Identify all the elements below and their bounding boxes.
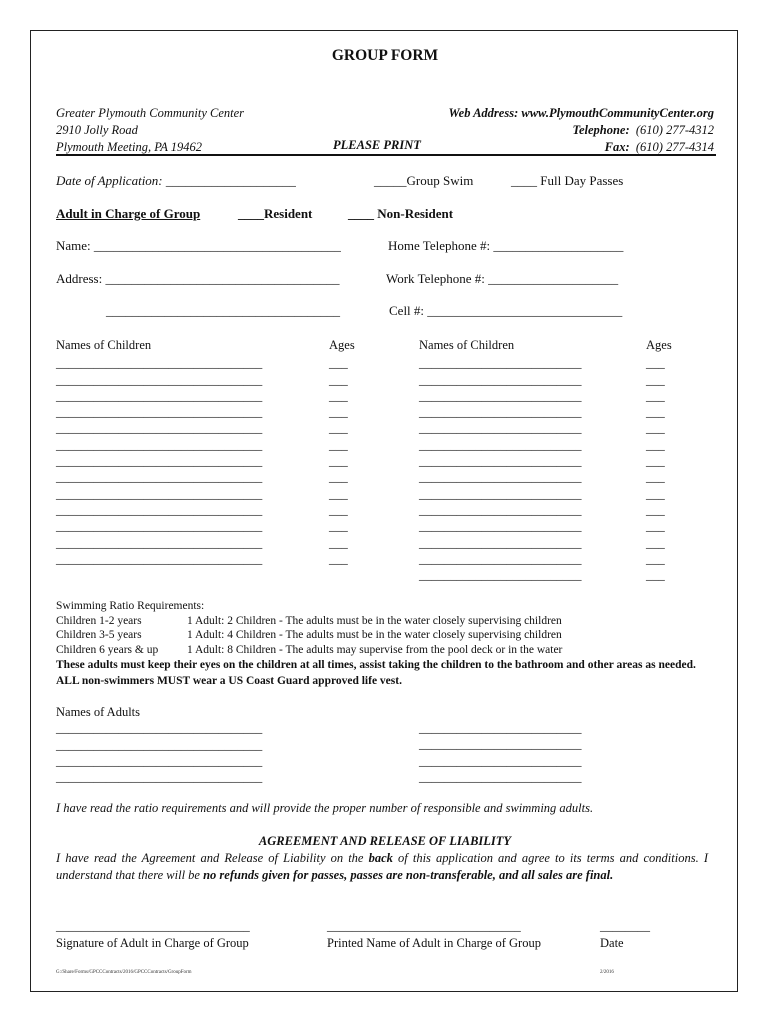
- agreement-title: AGREEMENT AND RELEASE OF LIABILITY: [258, 834, 512, 848]
- child-name-line[interactable]: _________________________________: [56, 486, 263, 501]
- child-age-line[interactable]: ___: [646, 519, 665, 534]
- child-name-line[interactable]: _________________________________: [56, 388, 263, 403]
- child-age-line[interactable]: ___: [646, 421, 665, 436]
- ratio-row: [56, 643, 562, 658]
- full-day-passes-option[interactable]: ____ Full Day Passes: [511, 173, 624, 188]
- telephone-label: Telephone:: [572, 123, 630, 137]
- ratio-age-label: Children 3-5 years: [56, 629, 142, 641]
- date-of-application-field[interactable]: Date of Application: ____________________: [56, 173, 296, 188]
- child-name-line[interactable]: __________________________: [419, 470, 582, 485]
- ratio-acknowledgement: I have read the ratio requirements and will provide the proper number of responsible and swimming adults.: [56, 801, 594, 815]
- ratio-text: 1 Adult: 2 Children - The adults must be in the water closely supervising children: [187, 614, 562, 627]
- child-name-line[interactable]: __________________________: [419, 502, 582, 517]
- printed-name-block: [327, 918, 541, 952]
- child-name-line[interactable]: __________________________: [419, 486, 582, 501]
- signature-block: [56, 918, 250, 952]
- telephone-value: (610) 277-4312: [635, 123, 714, 137]
- adult-in-charge-heading: Adult in Charge of Group: [56, 206, 201, 221]
- child-name-line[interactable]: _________________________________: [56, 535, 263, 550]
- agreement-back-emphasis: back: [368, 851, 393, 865]
- child-name-line[interactable]: _________________________________: [56, 454, 263, 469]
- child-name-line[interactable]: _________________________________: [56, 405, 263, 420]
- child-age-line[interactable]: ___: [329, 502, 348, 517]
- child-age-line[interactable]: ___: [646, 470, 665, 485]
- child-name-line[interactable]: _________________________________: [56, 519, 263, 534]
- adults-names-right: [419, 720, 582, 785]
- child-age-line[interactable]: ___: [329, 372, 348, 387]
- please-print: PLEASE PRINT: [333, 138, 421, 152]
- children-ages-header: Ages: [646, 338, 672, 352]
- child-name-line[interactable]: __________________________: [419, 535, 582, 550]
- home-telephone-field[interactable]: Home Telephone #: ____________________: [388, 238, 624, 253]
- header-rule: [56, 154, 716, 156]
- name-field[interactable]: Name: ______________________________________: [56, 238, 341, 253]
- child-name-line[interactable]: __________________________: [419, 356, 582, 371]
- children-ages-left: [329, 337, 355, 567]
- child-age-line[interactable]: ___: [646, 568, 665, 583]
- group-swim-option[interactable]: _____Group Swim: [374, 173, 474, 188]
- child-age-line[interactable]: ___: [646, 502, 665, 517]
- footer-date: 2/2016: [600, 970, 614, 975]
- signature-label: Signature of Adult in Charge of Group: [56, 936, 249, 950]
- adult-name-line[interactable]: _________________________________: [56, 753, 263, 768]
- adult-name-line[interactable]: __________________________: [419, 769, 582, 784]
- child-name-line[interactable]: _________________________________: [56, 437, 263, 452]
- agreement-text-part: I have read the Agreement and Release of Liability on the: [56, 851, 369, 865]
- child-name-line[interactable]: __________________________: [419, 421, 582, 436]
- child-age-line[interactable]: ___: [329, 388, 348, 403]
- agreement-text-part: of this application and agree to its terms and conditions. I understand that there will be: [56, 851, 708, 882]
- child-age-line[interactable]: ___: [329, 519, 348, 534]
- organization-city: Plymouth Meeting, PA 19462: [56, 140, 203, 154]
- child-name-line[interactable]: __________________________: [419, 551, 582, 566]
- cell-field[interactable]: Cell #: ______________________________: [389, 303, 623, 318]
- date-line[interactable]: ________: [600, 919, 650, 933]
- organization-name: Greater Plymouth Community Center: [56, 106, 245, 120]
- resident-option[interactable]: ____Resident: [238, 206, 313, 221]
- agreement-refund-emphasis: no refunds given for passes, passes are non-transferable, and all sales are final.: [203, 867, 614, 882]
- adult-name-line[interactable]: __________________________: [419, 753, 582, 768]
- adult-name-line[interactable]: _________________________________: [56, 721, 263, 736]
- adult-name-line[interactable]: __________________________: [419, 721, 582, 735]
- printed-name-label: Printed Name of Adult in Charge of Group: [327, 936, 541, 950]
- child-age-line[interactable]: ___: [646, 454, 665, 469]
- child-age-line[interactable]: ___: [329, 486, 348, 501]
- telephone-row: [448, 122, 714, 139]
- ratio-row: [56, 628, 562, 643]
- child-name-line[interactable]: __________________________: [419, 388, 582, 403]
- children-ages-header: Ages: [329, 338, 355, 352]
- ratio-text: 1 Adult: 4 Children - The adults must be in the water closely supervising children: [187, 629, 562, 641]
- child-name-line[interactable]: __________________________: [419, 405, 582, 420]
- adult-name-line[interactable]: _________________________________: [56, 737, 263, 752]
- adult-name-line[interactable]: _________________________________: [56, 770, 263, 785]
- child-name-line[interactable]: __________________________: [419, 568, 582, 583]
- children-names-header: Names of Children: [419, 338, 515, 352]
- child-name-line[interactable]: _________________________________: [56, 502, 263, 517]
- child-age-line[interactable]: ___: [329, 405, 348, 420]
- supervision-warning: These adults must keep their eyes on the children at all times, assist taking the children to the bathroom and other areas as needed. ALL non-swimmers MUST wear a US Coast Guard approved life vest.: [56, 659, 696, 687]
- address-field[interactable]: Address: ____________________________________: [56, 271, 340, 286]
- children-names-right: [419, 337, 582, 583]
- child-age-line[interactable]: ___: [646, 551, 665, 566]
- date-label: Date: [600, 936, 624, 950]
- adults-names-left: [56, 704, 262, 785]
- child-name-line[interactable]: __________________________: [419, 519, 582, 534]
- child-age-line[interactable]: ___: [646, 388, 665, 403]
- ratio-row: [56, 614, 562, 629]
- non-resident-option[interactable]: ____ Non-Resident: [348, 206, 454, 221]
- child-name-line[interactable]: __________________________: [419, 454, 582, 469]
- child-age-line[interactable]: ___: [646, 535, 665, 550]
- footer-file-path: G:/Share/Forms/GPCCContracts/2016/GPCCContracts/GroupForm: [56, 970, 192, 975]
- signature-line[interactable]: _______________________________: [56, 919, 250, 933]
- agreement-text: [56, 850, 708, 883]
- children-names-header: Names of Children: [56, 338, 152, 352]
- ratio-age-label: Children 6 years & up: [56, 643, 159, 656]
- work-telephone-field[interactable]: Work Telephone #: ____________________: [386, 271, 619, 286]
- child-name-line[interactable]: _________________________________: [56, 470, 263, 485]
- printed-name-line[interactable]: _______________________________: [327, 919, 521, 933]
- ratio-requirements: [56, 599, 562, 657]
- child-age-line[interactable]: ___: [646, 437, 665, 452]
- child-name-line[interactable]: __________________________: [419, 437, 582, 452]
- fax-value: (610) 277-4314: [635, 140, 714, 154]
- fax-label: Fax:: [604, 140, 630, 154]
- child-age-line[interactable]: ___: [329, 356, 348, 371]
- child-age-line[interactable]: ___: [646, 356, 665, 371]
- address-line-2-field[interactable]: ____________________________________: [106, 303, 340, 318]
- child-age-line[interactable]: ___: [329, 421, 348, 436]
- children-ages-right: [646, 337, 672, 583]
- child-age-line[interactable]: ___: [646, 486, 665, 501]
- adults-names-header: Names of Adults: [56, 705, 141, 719]
- child-age-line[interactable]: ___: [329, 454, 348, 469]
- organization-block: [56, 105, 244, 156]
- form-title: GROUP FORM: [331, 47, 439, 64]
- organization-street: 2910 Jolly Road: [56, 123, 138, 137]
- child-age-line[interactable]: ___: [329, 551, 348, 566]
- date-block: [600, 918, 650, 952]
- child-name-line[interactable]: _________________________________: [56, 421, 263, 436]
- ratio-heading: Swimming Ratio Requirements:: [56, 600, 205, 612]
- contact-block: [448, 105, 714, 156]
- child-name-line[interactable]: _________________________________: [56, 356, 263, 371]
- child-name-line[interactable]: _________________________________: [56, 372, 263, 387]
- adult-name-line[interactable]: __________________________: [419, 737, 582, 752]
- child-age-line[interactable]: ___: [329, 535, 348, 550]
- children-names-left: [56, 337, 262, 567]
- child-name-line[interactable]: __________________________: [419, 372, 582, 387]
- ratio-text: 1 Adult: 8 Children - The adults may supervise from the pool deck or in the water: [187, 643, 563, 656]
- child-age-line[interactable]: ___: [646, 372, 665, 387]
- ratio-age-label: Children 1-2 years: [56, 614, 142, 627]
- web-address: Web Address: www.PlymouthCommunityCenter.org: [448, 106, 714, 120]
- child-name-line[interactable]: _________________________________: [56, 551, 263, 566]
- child-age-line[interactable]: ___: [329, 470, 348, 485]
- child-age-line[interactable]: ___: [646, 405, 665, 420]
- child-age-line[interactable]: ___: [329, 437, 348, 452]
